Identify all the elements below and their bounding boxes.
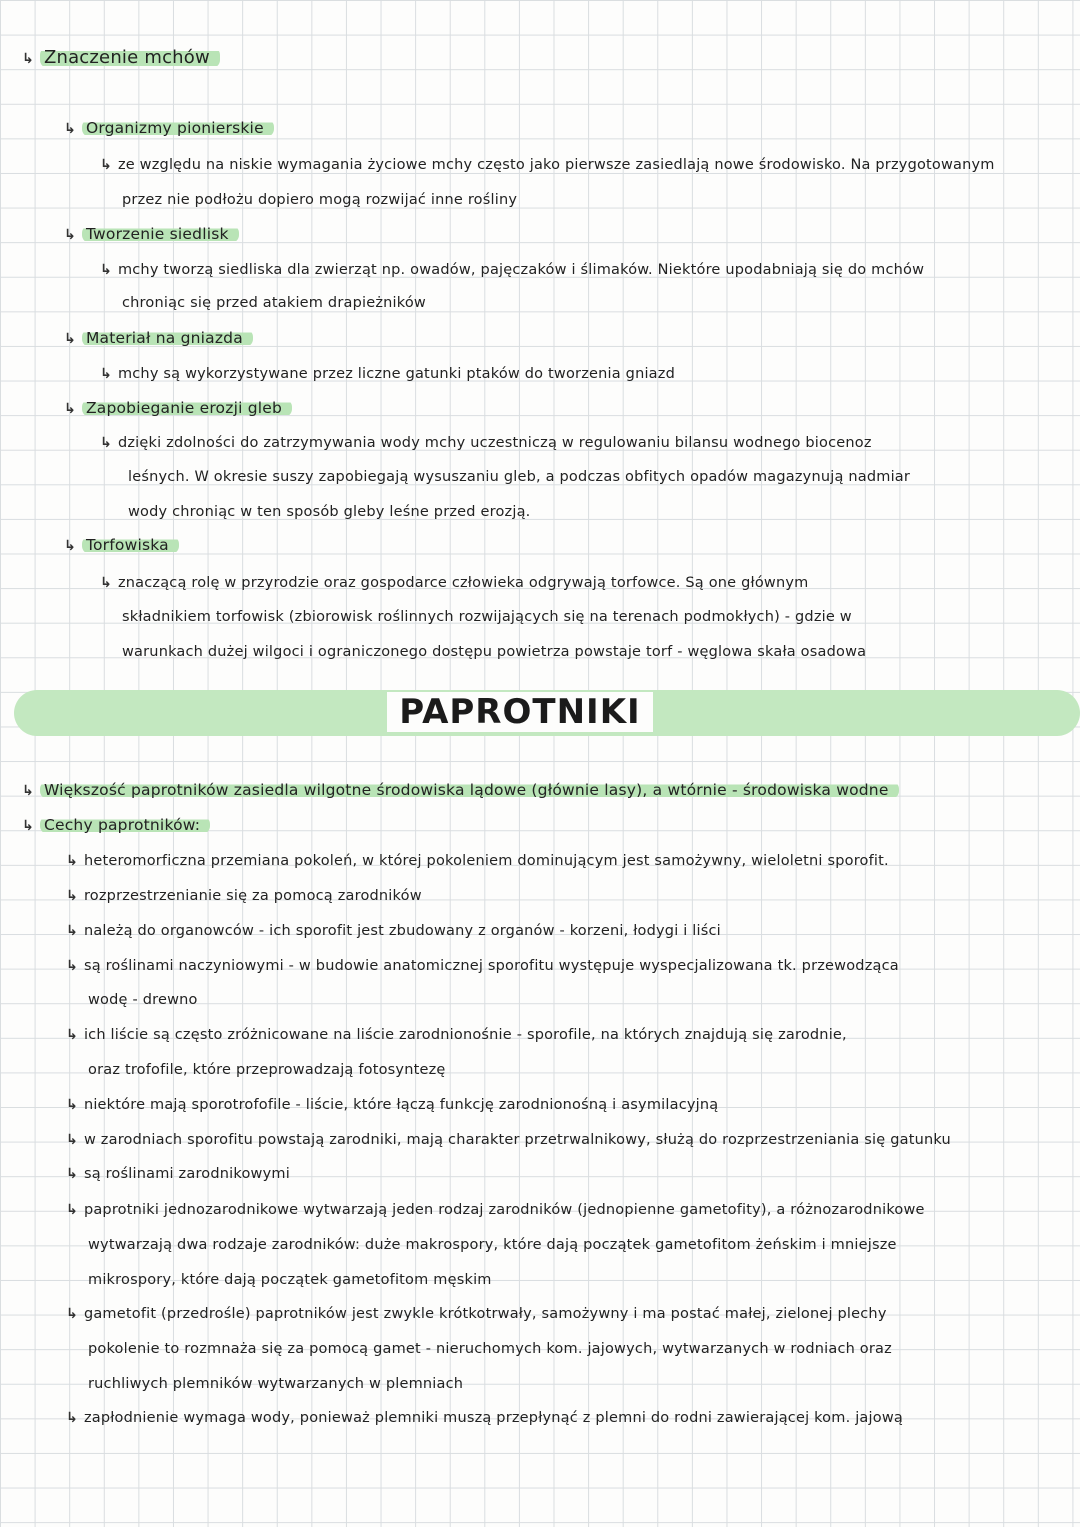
section-title: ↳ Materiał na gniazda xyxy=(64,328,253,349)
arrow-icon: ↳ xyxy=(66,853,78,869)
arrow-icon: ↳ xyxy=(66,1410,78,1426)
feature-item: mikrospory, które dają początek gametofitom męskim xyxy=(88,1272,492,1288)
arrow-icon: ↳ xyxy=(66,958,78,974)
arrow-icon: ↳ xyxy=(100,575,112,591)
arrow-icon: ↳ xyxy=(64,401,76,417)
arrow-icon: ↳ xyxy=(100,262,112,278)
feature-item: wytwarzają dwa rodzaje zarodników: duże makrospory, które dają początek gametofitom żeńskim i mniejsze xyxy=(88,1237,897,1253)
arrow-icon: ↳ xyxy=(64,121,76,137)
section-text: ↳ znaczącą rolę w przyrodzie oraz gospodarce człowieka odgrywają torfowce. Są one głównym xyxy=(100,575,809,591)
arrow-icon: ↳ xyxy=(22,783,34,799)
arrow-icon: ↳ xyxy=(64,227,76,243)
arrow-icon: ↳ xyxy=(100,366,112,382)
feature-item: oraz trofofile, które przeprowadzają fotosyntezę xyxy=(88,1062,446,1078)
section-title: ↳ Tworzenie siedlisk xyxy=(64,224,239,245)
arrow-icon: ↳ xyxy=(100,157,112,173)
feature-item: ↳ w zarodniach sporofitu powstają zarodniki, mają charakter przetrwalnikowy, służą do rozprzestrzeniania się gatunku xyxy=(66,1132,951,1148)
section-text: wody chroniąc w ten sposób gleby leśne przed erozją. xyxy=(128,504,531,520)
ferns-intro: ↳ Większość paprotników zasiedla wilgotne środowiska lądowe (głównie lasy), a wtórnie - środowiska wodne xyxy=(22,780,899,801)
feature-item: ruchliwych plemników wytwarzanych w plemniach xyxy=(88,1376,464,1392)
features-heading: ↳ Cechy paprotników: xyxy=(22,815,210,836)
feature-item: ↳ zapłodnienie wymaga wody, ponieważ plemniki muszą przepłynąć z plemni do rodni zawierającej kom. jajową xyxy=(66,1410,903,1426)
arrow-icon: ↳ xyxy=(66,1097,78,1113)
feature-item: ↳ paprotniki jednozarodnikowe wytwarzają jeden rodzaj zarodników (jednopienne gametofity), a różnozarodnikowe xyxy=(66,1202,925,1218)
feature-item: ↳ są roślinami zarodnikowymi xyxy=(66,1166,290,1182)
mosses-heading: ↳ Znaczenie mchów xyxy=(22,48,220,69)
section-text: przez nie podłożu dopiero mogą rozwijać inne rośliny xyxy=(122,192,518,208)
section-text: warunkach dużej wilgoci i ograniczonego dostępu powietrza powstaje torf - węglowa skała osadowa xyxy=(122,644,867,660)
section-text: ↳ mchy są wykorzystywane przez liczne gatunki ptaków do tworzenia gniazd xyxy=(100,366,675,382)
arrow-icon: ↳ xyxy=(100,435,112,451)
section-text: chroniąc się przed atakiem drapieżników xyxy=(122,295,426,311)
feature-item: ↳ ich liście są często zróżnicowane na liście zarodnionośnie - sporofile, na których znajdują się zarodnie, xyxy=(66,1027,847,1043)
page-title: PAPROTNIKI xyxy=(0,692,1040,732)
feature-item: ↳ heteromorficzna przemiana pokoleń, w której pokoleniem dominującym jest samożywny, wieloletni sporofit. xyxy=(66,853,889,869)
feature-item: ↳ są roślinami naczyniowymi - w budowie anatomicznej sporofitu występuje wyspecjalizowana tk. przewodząca xyxy=(66,958,899,974)
feature-item: ↳ gametofit (przedrośle) paprotników jest zwykle krótkotrwały, samożywny i ma postać małej, zielonej plechy xyxy=(66,1306,887,1322)
arrow-icon: ↳ xyxy=(66,1132,78,1148)
feature-item: ↳ należą do organowców - ich sporofit jest zbudowany z organów - korzeni, łodygi i liści xyxy=(66,923,721,939)
section-title: ↳ Zapobieganie erozji gleb xyxy=(64,398,292,419)
arrow-icon: ↳ xyxy=(64,331,76,347)
feature-item: ↳ rozprzestrzenianie się za pomocą zarodników xyxy=(66,888,422,904)
arrow-icon: ↳ xyxy=(66,923,78,939)
arrow-icon: ↳ xyxy=(66,1202,78,1218)
arrow-icon: ↳ xyxy=(66,1027,78,1043)
arrow-icon: ↳ xyxy=(66,1306,78,1322)
section-text: ↳ mchy tworzą siedliska dla zwierząt np. owadów, pajęczaków i ślimaków. Niektóre upodabniają się do mchów xyxy=(100,262,925,278)
arrow-icon: ↳ xyxy=(22,51,34,67)
arrow-icon: ↳ xyxy=(66,1166,78,1182)
feature-item: ↳ niektóre mają sporotrofofile - liście, które łączą funkcję zarodnionośną i asymilacyjną xyxy=(66,1097,719,1113)
section-title: ↳ Organizmy pionierskie xyxy=(64,118,274,139)
feature-item: pokolenie to rozmnaża się za pomocą gamet - nieruchomych kom. jajowych, wytwarzanych w rodniach oraz xyxy=(88,1341,892,1357)
arrow-icon: ↳ xyxy=(64,538,76,554)
feature-item: wodę - drewno xyxy=(88,992,198,1008)
section-text: leśnych. W okresie suszy zapobiegają wysuszaniu gleb, a podczas obfitych opadów magazynują nadmiar xyxy=(128,469,911,485)
section-text: ↳ ze względu na niskie wymagania życiowe mchy często jako pierwsze zasiedlają nowe środowisko. Na przygotowanym xyxy=(100,157,995,173)
arrow-icon: ↳ xyxy=(22,818,34,834)
section-text: ↳ dzięki zdolności do zatrzymywania wody mchy uczestniczą w regulowaniu bilansu wodnego biocenoz xyxy=(100,435,872,451)
section-text: składnikiem torfowisk (zbiorowisk roślinnych rozwijających się na terenach podmokłych) - gdzie w xyxy=(122,609,852,625)
section-title: ↳ Torfowiska xyxy=(64,535,179,556)
arrow-icon: ↳ xyxy=(66,888,78,904)
